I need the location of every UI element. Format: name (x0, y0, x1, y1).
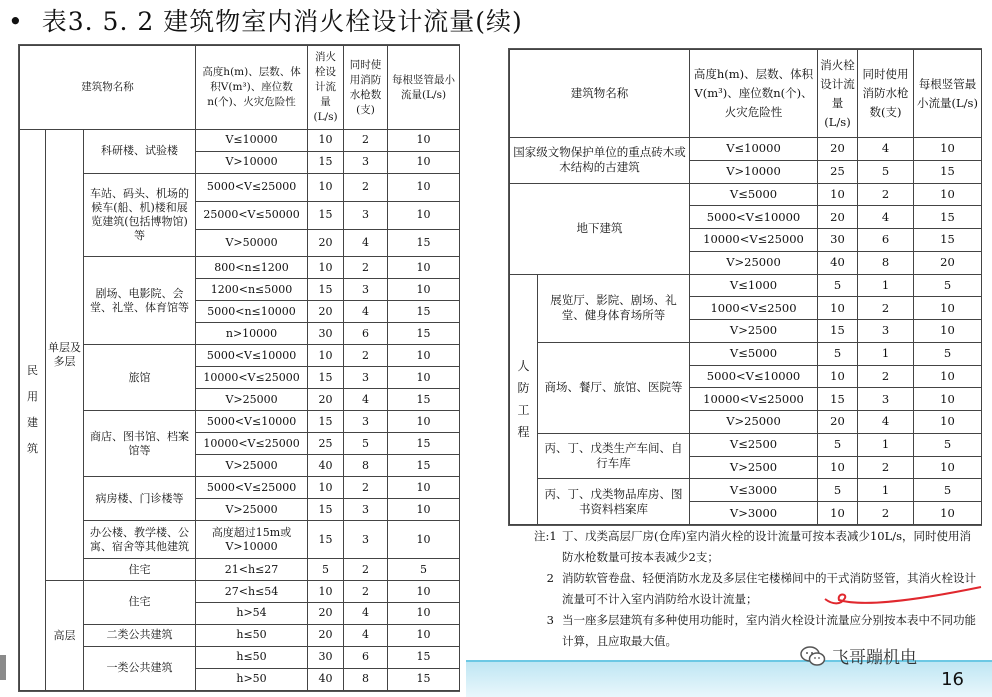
param-cell: V≤5000 (690, 342, 818, 365)
note-prefix: 注:1 (534, 529, 557, 543)
riser-cell: 5 (388, 559, 460, 581)
param-cell: h>50 (196, 668, 308, 690)
param-cell: V>25000 (690, 251, 818, 274)
flow-cell: 5 (818, 342, 858, 365)
param-cell: 5000<V≤10000 (690, 206, 818, 229)
guns-cell: 1 (858, 479, 914, 502)
page-number: 16 (941, 669, 964, 690)
flow-cell: 30 (308, 323, 344, 345)
right-flow-table (509, 49, 982, 525)
riser-cell: 10 (388, 581, 460, 603)
riser-cell: 10 (388, 201, 460, 229)
guns-cell: 4 (858, 411, 914, 434)
param-cell: V>25000 (196, 389, 308, 411)
watermark (800, 643, 917, 668)
category-civil-defense: 人防工程 (510, 274, 538, 525)
flow-cell: 15 (818, 388, 858, 411)
flow-cell: 10 (308, 130, 344, 152)
guns-cell: 4 (344, 624, 388, 646)
guns-cell: 8 (344, 455, 388, 477)
note-item (534, 526, 980, 568)
guns-cell: 4 (344, 301, 388, 323)
riser-cell: 10 (388, 521, 460, 559)
guns-cell: 3 (344, 411, 388, 433)
flow-cell: 5 (818, 479, 858, 502)
flow-cell: 20 (308, 624, 344, 646)
flow-cell: 30 (818, 229, 858, 252)
table-row (20, 559, 460, 581)
building-name-cell: 商场、餐厅、旅馆、医院等 (538, 342, 690, 433)
param-cell: 5000<V≤10000 (196, 411, 308, 433)
param-cell: V>2500 (690, 456, 818, 479)
riser-cell: 10 (388, 151, 460, 173)
riser-cell: 10 (914, 502, 982, 525)
group-low-rise: 单层及多层 (46, 130, 84, 581)
header-parameter: 高度h(m)、层数、体积V(m³)、座位数n(个)、火灾危险性 (690, 50, 818, 138)
riser-cell: 15 (388, 301, 460, 323)
building-name-cell: 地下建筑 (510, 183, 690, 274)
table-header-row (510, 50, 982, 138)
header-guns: 同时使用消防水枪数(支) (344, 46, 388, 130)
guns-cell: 2 (858, 456, 914, 479)
flow-cell: 10 (818, 502, 858, 525)
flow-cell: 10 (818, 456, 858, 479)
building-name-cell: 住宅 (84, 581, 196, 625)
table-row (20, 411, 460, 433)
flow-cell: 25 (308, 433, 344, 455)
riser-cell: 10 (388, 130, 460, 152)
table-row (20, 477, 460, 499)
building-name-cell: 剧场、电影院、会堂、礼堂、体育馆等 (84, 257, 196, 345)
flow-cell: 10 (308, 257, 344, 279)
param-cell: V>10000 (690, 160, 818, 183)
guns-cell: 2 (858, 365, 914, 388)
guns-cell: 3 (858, 388, 914, 411)
building-name-cell: 国家级文物保护单位的重点砖木或木结构的古建筑 (510, 138, 690, 184)
building-name-cell: 商店、图书馆、档案馆等 (84, 411, 196, 477)
building-name-cell: 病房楼、门诊楼等 (84, 477, 196, 521)
flow-cell: 30 (308, 646, 344, 668)
flow-cell: 20 (308, 389, 344, 411)
riser-cell: 15 (388, 389, 460, 411)
riser-cell: 10 (388, 173, 460, 201)
note-number: 2 (546, 571, 554, 585)
param-cell: 10000<V≤25000 (196, 367, 308, 389)
title-bullet: • (8, 7, 24, 36)
param-cell: V≤3000 (690, 479, 818, 502)
building-name-cell: 丙、丁、戊类生产车间、自行车库 (538, 433, 690, 479)
riser-cell: 10 (914, 456, 982, 479)
table-row (20, 345, 460, 367)
header-flow: 消火栓设计流量(L/s) (818, 50, 858, 138)
guns-cell: 1 (858, 433, 914, 456)
param-cell: 10000<V≤25000 (690, 388, 818, 411)
building-name-cell: 住宅 (84, 559, 196, 581)
group-high-rise: 高层 (46, 581, 84, 691)
riser-cell: 10 (388, 624, 460, 646)
watermark-text: 飞哥蹦机电 (832, 648, 917, 668)
param-cell: 800<n≤1200 (196, 257, 308, 279)
riser-cell: 15 (914, 206, 982, 229)
header-building-name: 建筑物名称 (20, 46, 196, 130)
riser-cell: 15 (914, 160, 982, 183)
note-text: 当一座多层建筑有多种使用功能时，室内消火栓设计流量应分别按本表中不同功能计算，且应取最大值。 (562, 613, 976, 648)
riser-cell: 5 (914, 342, 982, 365)
guns-cell: 1 (858, 274, 914, 297)
flow-cell: 10 (308, 581, 344, 603)
riser-cell: 10 (914, 183, 982, 206)
flow-cell: 10 (308, 345, 344, 367)
guns-cell: 1 (858, 342, 914, 365)
guns-cell: 2 (344, 345, 388, 367)
flow-cell: 10 (308, 173, 344, 201)
riser-cell: 10 (388, 257, 460, 279)
riser-cell: 10 (914, 138, 982, 161)
flow-cell: 15 (818, 320, 858, 343)
header-parameter: 高度h(m)、层数、体积V(m³)、座位数n(个)、火灾危险性 (196, 46, 308, 130)
riser-cell: 15 (914, 229, 982, 252)
guns-cell: 4 (344, 229, 388, 257)
flow-cell: 20 (818, 138, 858, 161)
guns-cell: 2 (344, 130, 388, 152)
guns-cell: 2 (858, 502, 914, 525)
param-cell: n>10000 (196, 323, 308, 345)
param-cell: V>25000 (690, 411, 818, 434)
param-cell: 5000<V≤25000 (196, 477, 308, 499)
flow-cell: 15 (308, 411, 344, 433)
right-table-panel (508, 48, 982, 526)
guns-cell: 3 (344, 367, 388, 389)
flow-cell: 20 (308, 602, 344, 624)
flow-cell: 10 (818, 183, 858, 206)
riser-cell: 20 (914, 251, 982, 274)
flow-cell: 15 (308, 499, 344, 521)
param-cell: V>25000 (196, 499, 308, 521)
param-cell: 10000<V≤25000 (690, 229, 818, 252)
category-civil: 民用建筑 (20, 130, 46, 691)
guns-cell: 2 (344, 559, 388, 581)
param-cell: 5000<n≤10000 (196, 301, 308, 323)
param-cell: 5000<V≤10000 (196, 345, 308, 367)
note-text: 丁、戊类高层厂房(仓库)室内消火栓的设计流量可按本表减少10L/s，同时使用消防水枪数量可按本表减少2支； (562, 529, 972, 564)
header-riser-flow: 每根竖管最小流量(L/s) (914, 50, 982, 138)
riser-cell: 10 (388, 411, 460, 433)
guns-cell: 3 (344, 499, 388, 521)
guns-cell: 5 (858, 160, 914, 183)
building-name-cell: 科研楼、试验楼 (84, 130, 196, 174)
flow-cell: 5 (818, 433, 858, 456)
riser-cell: 10 (914, 320, 982, 343)
building-name-cell: 二类公共建筑 (84, 624, 196, 646)
riser-cell: 5 (914, 274, 982, 297)
param-cell: V≤5000 (690, 183, 818, 206)
param-cell: 21<h≤27 (196, 559, 308, 581)
param-cell: V>2500 (690, 320, 818, 343)
guns-cell: 2 (344, 257, 388, 279)
param-cell: V>3000 (690, 502, 818, 525)
riser-cell: 15 (388, 433, 460, 455)
guns-cell: 3 (344, 151, 388, 173)
header-flow: 消火栓设计流量(L/s) (308, 46, 344, 130)
guns-cell: 2 (858, 183, 914, 206)
guns-cell: 2 (344, 173, 388, 201)
table-row (510, 138, 982, 161)
param-cell: V>50000 (196, 229, 308, 257)
guns-cell: 4 (344, 602, 388, 624)
riser-cell: 10 (914, 365, 982, 388)
riser-cell: 10 (914, 297, 982, 320)
param-cell: V≤10000 (690, 138, 818, 161)
note-text: 消防软管卷盘、轻便消防水龙及多层住宅楼梯间中的干式消防竖管，其消火栓设计流量可不计入室内消防给水设计流量； (562, 571, 976, 606)
param-cell: 1000<V≤2500 (690, 297, 818, 320)
left-flow-table (19, 45, 460, 691)
param-cell: 1200<n≤5000 (196, 279, 308, 301)
flow-cell: 10 (818, 365, 858, 388)
flow-cell: 15 (308, 521, 344, 559)
flow-cell: 25 (818, 160, 858, 183)
guns-cell: 2 (344, 477, 388, 499)
header-guns: 同时使用消防水枪数(支) (858, 50, 914, 138)
table-row (510, 183, 982, 206)
guns-cell: 3 (344, 201, 388, 229)
guns-cell: 3 (858, 320, 914, 343)
building-name-cell: 车站、码头、机场的候车(船、机)楼和展览建筑(包括博物馆)等 (84, 173, 196, 256)
guns-cell: 6 (344, 646, 388, 668)
building-name-cell: 办公楼、教学楼、公寓、宿舍等其他建筑 (84, 521, 196, 559)
building-name-cell: 一类公共建筑 (84, 646, 196, 690)
note-number: 3 (546, 613, 554, 627)
edge-decoration (0, 655, 6, 680)
flow-cell: 15 (308, 279, 344, 301)
header-building-name: 建筑物名称 (510, 50, 690, 138)
guns-cell: 6 (344, 323, 388, 345)
table-row (20, 257, 460, 279)
param-cell: h≤50 (196, 624, 308, 646)
table-row (20, 646, 460, 668)
param-cell: 5000<V≤25000 (196, 173, 308, 201)
table-row (20, 130, 460, 152)
flow-cell: 40 (308, 668, 344, 690)
param-cell: 27<h≤54 (196, 581, 308, 603)
param-cell: V>10000 (196, 151, 308, 173)
guns-cell: 2 (344, 581, 388, 603)
param-cell: 10000<V≤25000 (196, 433, 308, 455)
guns-cell: 3 (344, 521, 388, 559)
riser-cell: 10 (388, 602, 460, 624)
flow-cell: 40 (818, 251, 858, 274)
param-cell: h≤50 (196, 646, 308, 668)
table-row (510, 342, 982, 365)
riser-cell: 10 (388, 367, 460, 389)
param-cell: 高度超过15m或V>10000 (196, 521, 308, 559)
table-header-row (20, 46, 460, 130)
param-cell: h>54 (196, 602, 308, 624)
guns-cell: 8 (858, 251, 914, 274)
guns-cell: 3 (344, 279, 388, 301)
flow-cell: 15 (308, 367, 344, 389)
flow-cell: 20 (308, 301, 344, 323)
table-row (20, 624, 460, 646)
table-row (510, 479, 982, 502)
guns-cell: 8 (344, 668, 388, 690)
page-title (8, 2, 523, 42)
riser-cell: 10 (914, 388, 982, 411)
param-cell: 25000<V≤50000 (196, 201, 308, 229)
building-name-cell: 旅馆 (84, 345, 196, 411)
building-name-cell: 展览厅、影院、剧场、礼堂、健身体育场所等 (538, 274, 690, 342)
riser-cell: 10 (914, 411, 982, 434)
flow-cell: 20 (308, 229, 344, 257)
riser-cell: 5 (914, 479, 982, 502)
param-cell: V≤10000 (196, 130, 308, 152)
riser-cell: 5 (914, 433, 982, 456)
riser-cell: 15 (388, 323, 460, 345)
riser-cell: 10 (388, 477, 460, 499)
table-row (20, 173, 460, 201)
red-underline-scribble (823, 585, 983, 607)
table-row (20, 521, 460, 559)
header-riser-flow: 每根竖管最小流量(L/s) (388, 46, 460, 130)
guns-cell: 4 (858, 206, 914, 229)
riser-cell: 10 (388, 499, 460, 521)
flow-cell: 15 (308, 201, 344, 229)
flow-cell: 15 (308, 151, 344, 173)
guns-cell: 4 (858, 138, 914, 161)
flow-cell: 20 (818, 411, 858, 434)
guns-cell: 2 (858, 297, 914, 320)
riser-cell: 15 (388, 229, 460, 257)
building-name-cell: 丙、丁、戊类物品库房、图书资料档案库 (538, 479, 690, 525)
guns-cell: 4 (344, 389, 388, 411)
flow-cell: 10 (308, 477, 344, 499)
table-row (20, 581, 460, 603)
left-table-panel (18, 44, 460, 692)
riser-cell: 10 (388, 279, 460, 301)
flow-cell: 5 (818, 274, 858, 297)
riser-cell: 10 (388, 345, 460, 367)
guns-cell: 5 (344, 433, 388, 455)
param-cell: V>25000 (196, 455, 308, 477)
riser-cell: 15 (388, 455, 460, 477)
riser-cell: 15 (388, 646, 460, 668)
flow-cell: 40 (308, 455, 344, 477)
flow-cell: 20 (818, 206, 858, 229)
param-cell: 5000<V≤10000 (690, 365, 818, 388)
wechat-icon (800, 645, 826, 667)
table-row (510, 274, 982, 297)
riser-cell: 15 (388, 668, 460, 690)
guns-cell: 6 (858, 229, 914, 252)
flow-cell: 10 (818, 297, 858, 320)
param-cell: V≤1000 (690, 274, 818, 297)
flow-cell: 5 (308, 559, 344, 581)
table-row (510, 433, 982, 456)
param-cell: V≤2500 (690, 433, 818, 456)
title-text: 表3. 5. 2 建筑物室内消火栓设计流量(续) (41, 7, 523, 36)
